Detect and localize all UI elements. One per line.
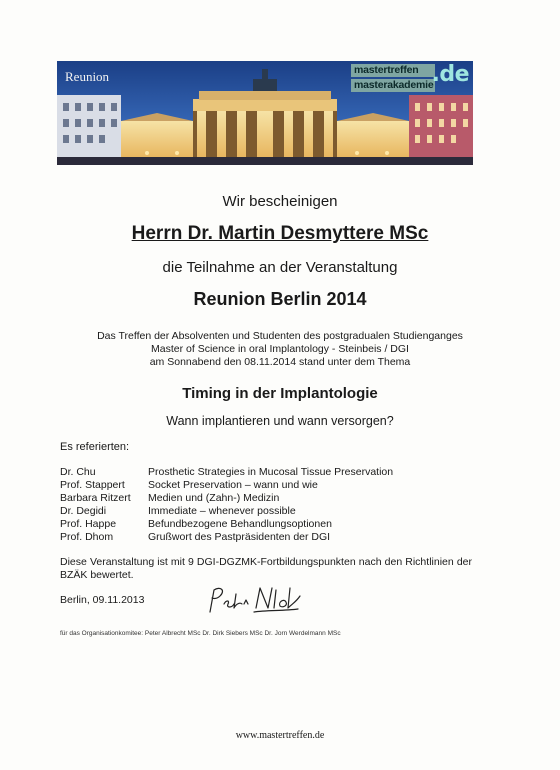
speaker-talk: Immediate – whenever possible — [148, 505, 296, 517]
speaker-name: Prof. Happe — [60, 518, 117, 530]
topic-question: Wann implantieren und wann versorgen? — [166, 414, 394, 428]
speaker-talk: Grußwort des Pastpräsidenten der DGI — [148, 531, 331, 543]
speaker-name: Dr. Chu — [60, 466, 96, 478]
speaker-name: Barbara Ritzert — [60, 492, 131, 504]
speaker-talk: Medien und (Zahn-) Medizin — [148, 492, 280, 504]
banner-title: Reunion — [65, 69, 110, 84]
certify-heading: Wir bescheinigen — [222, 193, 338, 210]
speaker-row — [60, 466, 393, 479]
speaker-talk: Socket Preservation – wann und wie — [148, 479, 318, 491]
participation-text: die Teilnahme an der Veranstaltung — [162, 259, 398, 276]
event-topic: Timing in der Implantologie — [182, 385, 378, 402]
organizing-committee: für das Organisationkomitee: Peter Albrecht MSc Dr. Dirk Siebers MSc Dr. Jorn Werdelmann MSc — [60, 630, 341, 637]
mastertreffen-logo — [351, 64, 469, 94]
website-link[interactable]: www.mastertreffen.de — [235, 730, 325, 741]
credit-points-text: Diese Veranstaltung ist mit 9 DGI-DGZMK-Fortbildungspunkten nach den Richtlinien der BZÄK bewertet. — [60, 556, 472, 581]
logo-domain: .de — [431, 62, 469, 87]
place-and-date: Berlin, 09.11.2013 — [60, 594, 145, 606]
speaker-row — [60, 479, 393, 492]
speaker-name: Prof. Stappert — [60, 479, 125, 491]
speaker-name: Dr. Degidi — [60, 505, 107, 517]
speaker-name: Prof. Dhom — [60, 531, 114, 543]
description-line: Das Treffen der Absolventen und Studenten des postgradualen Studienganges — [97, 330, 463, 342]
speaker-row — [60, 518, 393, 531]
handwritten-signature — [206, 582, 306, 616]
speaker-row — [60, 505, 393, 518]
description-line: am Sonnabend den 08.11.2014 stand unter dem Thema — [149, 356, 411, 368]
speaker-talk: Prosthetic Strategies in Mucosal Tissue Preservation — [148, 466, 394, 478]
logo-line-masterakademie: masterakademie — [351, 79, 435, 92]
event-title: Reunion Berlin 2014 — [193, 289, 367, 309]
event-description — [0, 330, 560, 369]
description-line: Master of Science in oral Implantology - Steinbeis / DGI — [151, 343, 409, 355]
speaker-row — [60, 531, 393, 544]
speakers-heading: Es referierten: — [60, 441, 130, 453]
header-banner — [57, 61, 473, 165]
recipient-name: Herrn Dr. Martin Desmyttere MSc — [131, 223, 429, 244]
speakers-list — [60, 466, 393, 544]
speaker-talk: Befundbezogene Behandlungsoptionen — [148, 518, 332, 530]
logo-line-mastertreffen: mastertreffen — [351, 64, 435, 77]
speaker-row — [60, 492, 393, 505]
